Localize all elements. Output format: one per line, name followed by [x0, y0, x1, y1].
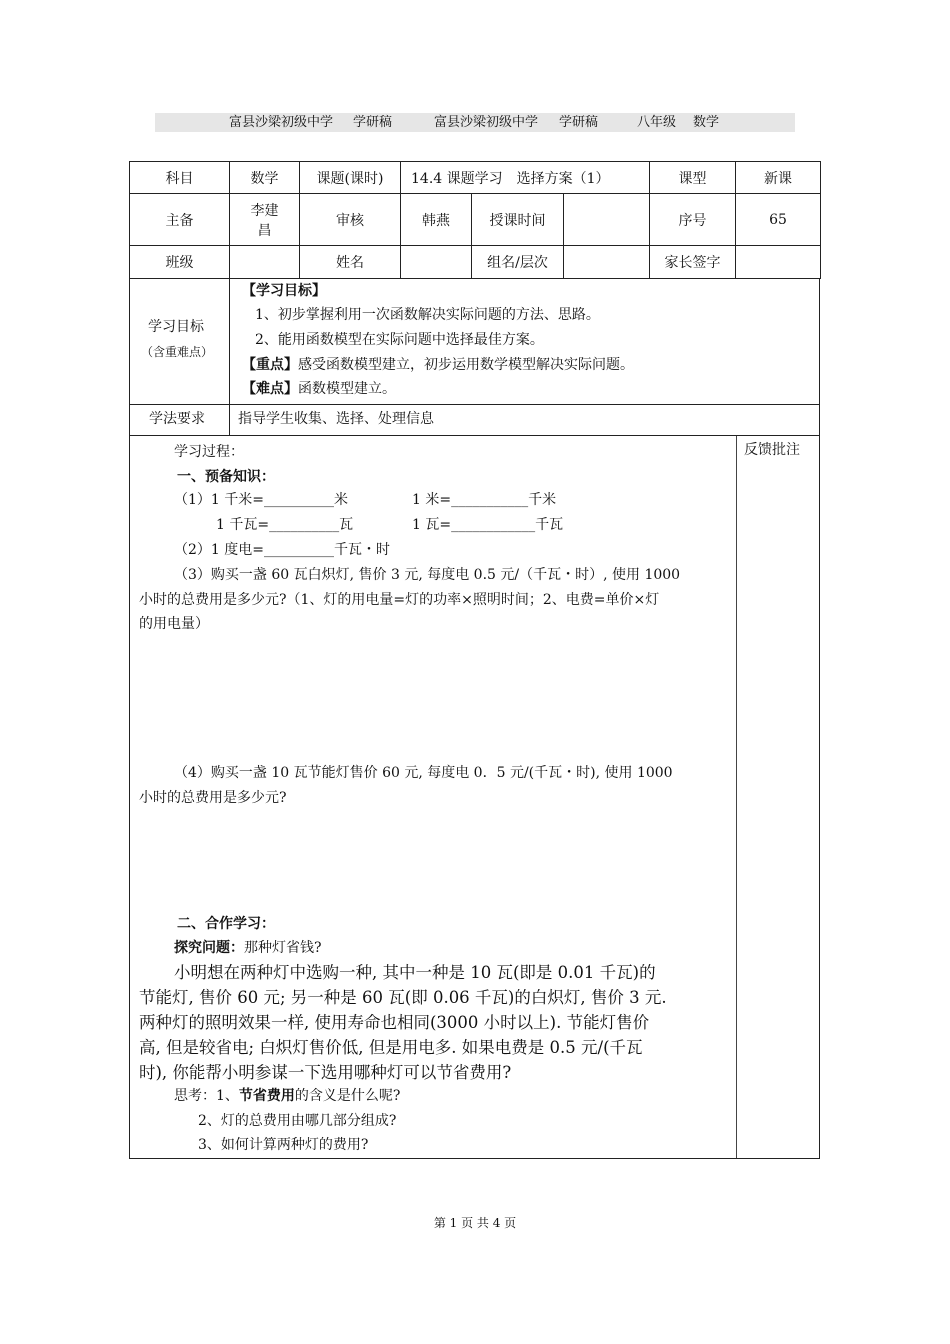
learning-process-section	[129, 435, 820, 1159]
goal-item-1: 1、初步掌握利用一次函数解决实际问题的方法、思路。	[255, 307, 600, 323]
header-draft-1: 学研稿	[353, 115, 393, 130]
feedback-column-divider	[736, 436, 737, 1158]
key-point	[242, 355, 634, 375]
goals-label: 学习目标	[148, 319, 204, 335]
page-footer: 第 1 页 共 4 页	[433, 1216, 517, 1230]
difficulty-text: 函数模型建立。	[298, 381, 396, 397]
q3-line-1: （3）购买一盏 60 瓦白炽灯, 售价 3 元, 每度电 0.5 元/（千瓦・时）, 使用 1000	[174, 567, 681, 583]
explore-text: 那种灯省钱?	[244, 940, 322, 956]
class-label: 班级	[130, 246, 230, 279]
problem-line-3: 两种灯的照明效果一样, 使用寿命也相同(3000 小时以上). 节能灯售价	[139, 1013, 650, 1032]
time-value[interactable]	[564, 194, 650, 246]
topic-label: 课题(课时)	[300, 162, 401, 194]
lead-value-line2: 昌	[257, 222, 272, 239]
class-value[interactable]	[230, 246, 300, 279]
study-method-section	[129, 404, 820, 436]
key-point-text: 感受函数模型建立，初步运用数学模型解决实际问题。	[298, 357, 634, 373]
section-1-title: 一、预备知识：	[177, 469, 275, 485]
problem-line-2: 节能灯, 售价 60 元; 另一种是 60 瓦(即 0.06 千瓦)的白炽灯, 售价 3 元.	[139, 988, 667, 1007]
type-value: 新课	[736, 162, 821, 194]
header-draft-2: 学研稿	[559, 115, 599, 130]
lead-label: 主备	[130, 194, 230, 246]
process-title: 学习过程：	[174, 444, 244, 460]
think-1-keyword: 节省费用	[238, 1088, 295, 1104]
feedback-label: 反馈批注	[744, 442, 800, 458]
method-label-cell	[130, 404, 230, 435]
info-row-3	[130, 246, 821, 279]
think-1-prefix: 思考：1、	[174, 1088, 239, 1104]
learning-goals-section	[129, 279, 820, 405]
problem-line-1: 小明想在两种灯中选购一种, 其中一种是 10 瓦(即是 0.01 千瓦)的	[174, 963, 656, 982]
page-header	[155, 113, 795, 132]
seq-label: 序号	[650, 194, 736, 246]
group-label: 组名/层次	[472, 246, 564, 279]
q2: （2）1 度电=__________千瓦・时	[174, 542, 390, 558]
goal-item-2: 2、能用函数模型在实际问题中选择最佳方案。	[255, 332, 544, 348]
method-label: 学法要求	[149, 411, 205, 427]
group-value[interactable]	[564, 246, 650, 279]
goals-heading: 【学习目标】	[242, 283, 326, 299]
think-3: 3、如何计算两种灯的费用?	[198, 1137, 369, 1153]
problem-line-5: 时), 你能帮小明参谋一下选用哪种灯可以节省费用?	[139, 1063, 512, 1082]
section-2-title: 二、合作学习：	[177, 916, 275, 932]
header-grade: 八年级	[637, 115, 677, 130]
q4-line-2: 小时的总费用是多少元?	[139, 790, 287, 806]
parent-label: 家长签字	[650, 246, 736, 279]
parent-value[interactable]	[736, 246, 821, 279]
goals-label-cell	[130, 279, 230, 404]
explore-question	[174, 938, 322, 958]
info-row-1	[130, 162, 821, 194]
q1-w: 1 瓦=____________千瓦	[412, 517, 564, 533]
header-school-1: 富县沙梁初级中学	[229, 115, 334, 130]
subject-value: 数学	[230, 162, 300, 194]
difficulty-tag: 【难点】	[242, 381, 298, 397]
header-school-2: 富县沙梁初级中学	[434, 115, 539, 130]
goals-sublabel: （含重难点）	[141, 345, 214, 359]
q4-line-1: （4）购买一盏 10 瓦节能灯售价 60 元, 每度电 0．5 元/(千瓦・时), 使用 1000	[174, 765, 673, 781]
lead-value	[230, 194, 300, 246]
method-text: 指导学生收集、选择、处理信息	[238, 411, 434, 427]
header-subject: 数学	[693, 115, 720, 130]
q3-line-3: 的用电量）	[139, 616, 209, 632]
lead-value-line1: 李建	[250, 202, 279, 219]
name-label: 姓名	[300, 246, 401, 279]
explore-tag: 探究问题：	[174, 940, 244, 956]
difficulty	[242, 379, 396, 399]
lesson-info-table	[129, 161, 821, 279]
q1-kw: 1 千瓦=__________瓦	[216, 517, 354, 533]
think-1-suffix: 的含义是什么呢?	[294, 1088, 401, 1104]
review-label: 审核	[300, 194, 401, 246]
topic-value: 14.4 课题学习 选择方案（1）	[401, 162, 650, 194]
key-point-tag: 【重点】	[242, 357, 298, 373]
review-value: 韩燕	[401, 194, 472, 246]
think-2: 2、灯的总费用由哪几部分组成?	[198, 1113, 397, 1129]
info-row-2	[130, 194, 821, 246]
name-value[interactable]	[401, 246, 472, 279]
time-label: 授课时间	[472, 194, 564, 246]
seq-value: 65	[736, 194, 821, 246]
q3-line-2: 小时的总费用是多少元?（1、灯的用电量=灯的功率×照明时间；2、电费=单价×灯	[139, 592, 660, 608]
q1-m: 1 米=___________千米	[412, 492, 557, 508]
think-1	[174, 1086, 400, 1106]
type-label: 课型	[650, 162, 736, 194]
q1-km: （1）1 千米=__________米	[174, 492, 348, 508]
subject-label: 科目	[130, 162, 230, 194]
problem-line-4: 高, 但是较省电; 白炽灯售价低, 但是用电多. 如果电费是 0.5 元/(千瓦	[139, 1038, 643, 1057]
